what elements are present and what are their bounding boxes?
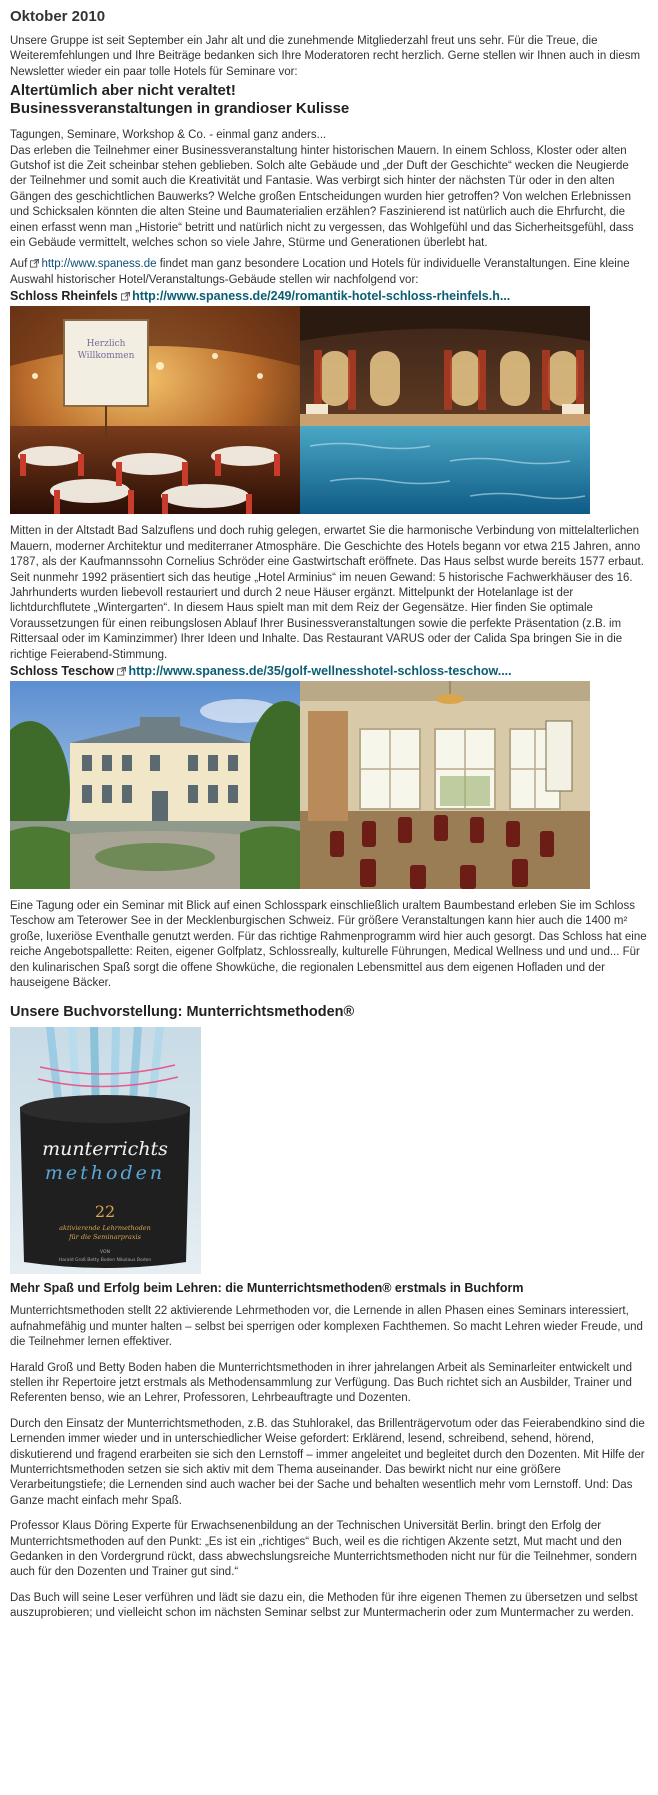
hotel1-link-text: http://www.spaness.de/249/romantik-hotel-schloss-rheinfels.h... — [132, 289, 511, 304]
hotel2-photos — [10, 681, 648, 889]
cover-von: VON — [100, 1250, 110, 1256]
external-link-icon — [121, 292, 130, 301]
screen-text-2: Willkommen — [77, 351, 135, 362]
hotel1-text: Mitten in der Altstadt Bad Salzuflens und doch ruhig gelegen, erwartet Sie die harmonische Verbindung von mittelalterlichen Mauern, moderner Architektur und mediterraner Atmosphäre. Die Geschichte des Hotels begann vor etwa 215 Jahren, anno 1787, als der Kaufmannssohn Cornelius Schröder eine Gastwirtschaft eröffnete. Das Haus selbst wurde bereits 1577 erbaut. Seit nunmehr 1992 präsentiert sich das heutige „Hotel Arminius“ im neuen Gewand: 5 historische Fachwerkhäuser des 16. Jahrhunderts wurden liebevoll restauriert und durch 2 neue Häuser ergänzt. Mittelpunkt der Hotelanlage ist der lichtdurchflutete „Wintergarten“. In diesem Haus spielt man mit dem Reiz der Gegensätze. Hier finden Sie optimale Voraussetzungen für einen reibungslosen Ablauf Ihrer Businessveranstaltungen sowie die perfekte Präsentation (z.B. im Rittersaal oder im Kaminzimmer) Ihrer Ideen und Inhalte. Das Restaurant VARUS oder der Calida Spa bringen Sie in die richtige Feierabend-Stimmung. — [10, 525, 644, 661]
book-section-title: Unsere Buchvorstellung: Munterrichtsmethoden® — [10, 1004, 355, 1021]
hotel1-photo-banquet — [10, 306, 300, 514]
hotel1-heading — [10, 288, 648, 304]
intro-text: Unsere Gruppe ist seit September ein Jahr alt und die zunehmende Mitgliederzahl freut uns sehr. Für die Treue, die Weiteremfehlungen und Ihre Beiträge bedanken sich Ihre Moderatoren recht herzlich. Gerne stellen wir Ihnen auch in diesm Newsletter wieder ein paar tolle Hotels für Seminare vor: — [10, 35, 641, 78]
cover-title-1: munterrichts — [42, 1138, 168, 1161]
hotel2-name: Schloss Teschow — [10, 663, 114, 678]
section-title-line1: Altertümlich aber nicht veraltet! — [10, 82, 236, 100]
page-title: Oktober 2010 — [10, 8, 106, 25]
book-paragraph-5: Das Buch will seine Leser verführen und lädt sie dazu ein, die Methoden für ihre eigenen Themen zu übersetzen und selbst auszuprobieren; und vielleicht schon im nächsten Seminar selbst zur Muntermacherin oder zum Muntermacher zu werden. — [10, 1591, 638, 1620]
hotel1-photos — [10, 306, 648, 514]
hotel2-photo-castle — [10, 681, 300, 889]
book-paragraph-4: Professor Klaus Döring Experte für Erwachsenenbildung an der Technischen Universität Berlin. bringt den Erfolg der Munterrichtsmethoden auf den Punkt: „Es ist ein „richtiges“ Buch, weil es die richtigen Akzente setzt, Mut macht und den Gedanken in den Vordergrund rückt, dass abwechslungsreiche Munterrichtsmethoden nicht nur für die Teilnehmer, sondern auch für den Dozenten und Trainer gut sind.“ — [10, 1520, 637, 1579]
cover-authors: Harald Groß Betty Boden Nikolaus Boden — [58, 1258, 152, 1264]
hotel2-link-text: http://www.spaness.de/35/golf-wellnesshotel-schloss-teschow.... — [128, 663, 512, 678]
spaness-link-text: http://www.spaness.de — [41, 258, 157, 271]
after-link-text: findet man ganz besondere Location und Hotels für individuelle Veranstaltungen. Eine kleine Auswahl historischer Hotel/Veranstaltungs-Gebäude stellen wir nachfolgend vor: — [10, 258, 630, 286]
hotel1-photo-pool — [300, 306, 590, 514]
section-lead: Tagungen, Seminare, Workshop & Co. - einmal ganz anders... — [10, 129, 327, 142]
hotel1-name: Schloss Rheinfels — [10, 289, 118, 304]
cover-subtitle-1: aktivierende Lehrmethoden — [59, 1224, 151, 1233]
section-title — [10, 82, 648, 118]
cover-number: 22 — [94, 1202, 116, 1222]
hotel2-heading — [10, 663, 648, 679]
hotel2-text: Eine Tagung oder ein Seminar mit Blick auf einen Schlosspark einschließlich uraltem Baumbestand erleben Sie im Schloss Teschow am Teterower See in der Mecklenburgischen Schweiz. Für größere Veranstaltungen kann hier auch die 1400 m² große, luxeriöse Eventhalle genutzt werden. Für das richtige Rahmenprogramm wird hier auch gesorgt. Das Schloss hat eine reiche Angebotspallette: Reiten, eigener Golfplatz, Schlossreally, kulturelle Führungen, Medical Wellness und und und... Für den kulinarischen Spaß sorgt die offene Showküche, die regionalen Lebensmittel aus dem eigenen Hofladen und der hauseigene Bäcker. — [10, 899, 647, 989]
book-paragraph-2: Harald Groß und Betty Boden haben die Munterrichtsmethoden in ihrer jahrelangen Arbeit als Seminarleiter entwickelt und stellen ihr Repertoire jetzt erstmals als Methodensammlung zur Verfügung. Das Buch richtet sich an Ausbilder, Trainer und Referenten benso, wie an Lehrer, Professoren, Lehrbeauftragte und Dozenten. — [10, 1361, 632, 1405]
spaness-link[interactable] — [30, 258, 156, 270]
section-body: Das erleben die Teilnehmer einer Businessveranstaltung hinter historischen Mauern. In einem Schloss, Kloster oder alten Gutshof ist die Zeit scheinbar stehen geblieben. Solch alte Gebäude und „der Duft der Geschichte“ wecken die Neugierde der Teilnehmer und somit auch die Kreativität und Fantasie. Was verbirgt sich hinter der nächsten Tür oder in den alten Gängen des geschichtlichen Bauwerks? Welche großen Entscheidungen wurden hier getroffen? Von welchen Erlebnissen und Schicksalen könnten die alten Steine und Baumaterialien erzählen? Faszinierend ist natürlich auch die Ehrfurcht, die einen erfasst wenn man „Historie“ betritt und natürlich nicht zu vergessen, das Wohlgefühl und das Sicherheitsgefühl, dass ein Gebäude vermittelt, welches schon so viele Jahre, Stürme und Generationen überlebt hat. — [10, 144, 634, 250]
auf-text: Auf — [10, 258, 28, 271]
book-headline: Mehr Spaß und Erfolg beim Lehren: die Munterrichtsmethoden® erstmals in Buchform — [10, 1281, 524, 1296]
external-link-icon — [117, 667, 126, 676]
book-paragraph-1: Munterrichtsmethoden stellt 22 aktivierende Lehrmethoden vor, die Lernende in allen Phasen eines Seminars interessiert, aufnahmefähig und munter halten – selbst bei sperrigen oder komplexen Fachthemen. So macht Lehren wieder Freude, und die Teilnehmer lernen effektiver. — [10, 1305, 643, 1349]
hotel2-photo-seminar-room — [300, 681, 590, 889]
book-cover — [10, 1027, 201, 1274]
hotel2-link[interactable] — [117, 664, 511, 678]
cover-subtitle-2: für die Seminarpraxis — [69, 1233, 141, 1242]
external-link-icon — [30, 259, 39, 268]
screen-text-1: Herzlich — [86, 339, 126, 350]
section-title-line2: Businessveranstaltungen in grandioser Kulisse — [10, 100, 350, 118]
book-paragraph-3: Durch den Einsatz der Munterrichtsmethoden, z.B. das Stuhlorakel, das Brillenträgervotum oder das Feierabendkino sind die Lernenden immer wieder und in unterschiedlicher Weise gefordert: Erklärend, lesend, schreibend, sehend, hörend, diskutierend und fragend erarbeiten sie sich den Lernstoff – immer angeleitet und begleitet durch den Dozenten. Mit Hilfe der Munterrichtsmethoden setzen sie sich aktiv mit dem Thema auseinander. Das bewirkt nicht nur eine größere Verarbeitungstiefe; die Lernenden sind auch wacher bei der Sache und behalten wesentlich mehr vom Lernstoff. Und: Das Ganze macht einfach mehr Spaß. — [10, 1417, 645, 1507]
cover-title-2: methoden — [44, 1162, 166, 1185]
hotel1-link[interactable] — [121, 289, 510, 303]
spaness-paragraph — [10, 257, 648, 288]
